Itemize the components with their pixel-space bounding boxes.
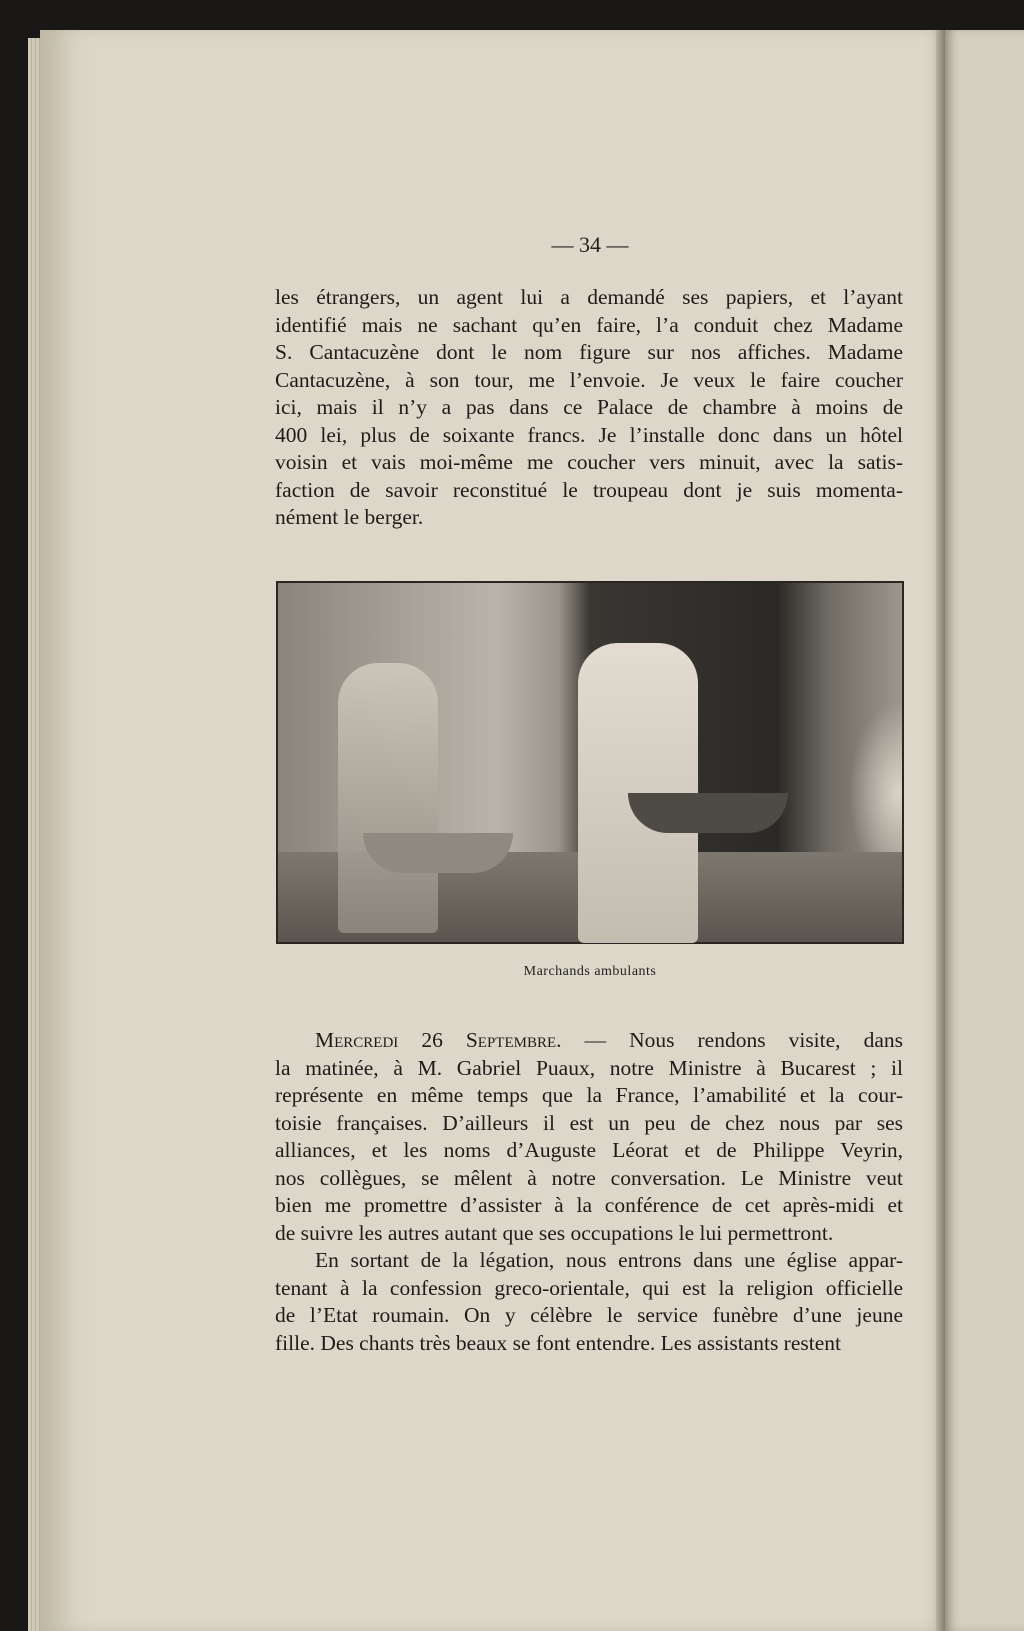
page-number: — 34 — bbox=[551, 232, 629, 257]
text-line: de l’Etat roumain. On y célèbre le service funèbre d’une jeune bbox=[275, 1303, 903, 1327]
entry-heading: Mercredi 26 Septembre. bbox=[315, 1028, 562, 1052]
facing-page bbox=[945, 30, 1024, 1631]
text-line: ici, mais il n’y a pas dans ce Palace de chambre à moins de bbox=[275, 395, 903, 419]
text-line: représente en même temps que la France, l’amabilité et la cour- bbox=[275, 1083, 903, 1107]
text-line: alliances, et les noms d’Auguste Léorat et de Philippe Veyrin, bbox=[275, 1138, 903, 1162]
text-line: S. Cantacuzène dont le nom figure sur nos affiches. Madame bbox=[275, 340, 903, 364]
text-line: nos collègues, se mêlent à notre conversation. Le Ministre veut bbox=[275, 1165, 903, 1190]
text-line: fille. Des chants très beaux se font entendre. Les assistants restent bbox=[275, 1330, 841, 1355]
text-line: la matinée, à M. Gabriel Puaux, notre Ministre à Bucarest ; il bbox=[275, 1055, 903, 1080]
photo-basket-left bbox=[363, 833, 513, 873]
text-line: En sortant de la légation, nous entrons dans une église appar- bbox=[315, 1248, 903, 1272]
text-line: voisin et vais moi-même me coucher vers minuit, avec la satis- bbox=[275, 450, 903, 474]
text-line: nément le berger. bbox=[275, 505, 424, 529]
text-line: toisie françaises. D’ailleurs il est un peu de chez nous par ses bbox=[275, 1110, 903, 1135]
text-line: faction de savoir reconstitué le troupeau dont je suis momenta- bbox=[275, 477, 903, 502]
text-line: bien me promettre d’assister à la conférence de cet après-midi et bbox=[275, 1193, 903, 1217]
text-line: 400 lei, plus de soixante francs. Je l’installe donc dans un hôtel bbox=[275, 422, 903, 447]
photo-vendor-left bbox=[338, 663, 438, 933]
text-line: les étrangers, un agent lui a demandé ses papiers, et l’ayant bbox=[275, 285, 903, 309]
text-line: de suivre les autres autant que ses occupations le lui permettront. bbox=[275, 1220, 834, 1245]
photograph-street-vendors bbox=[276, 581, 904, 944]
photo-caption: Marchands ambulants bbox=[523, 964, 657, 979]
text-line: tenant à la confession greco-orientale, qui est la religion officielle bbox=[275, 1275, 903, 1300]
text-line: Cantacuzène, à son tour, me l’envoie. Je veux le faire coucher bbox=[275, 367, 903, 392]
entry-first-line-text: — Nous rendons visite, dans bbox=[584, 1028, 903, 1052]
photo-basket-right bbox=[628, 793, 788, 833]
text-line: identifié mais ne sachant qu’en faire, l’a conduit chez Madame bbox=[275, 312, 903, 337]
entry-first-line bbox=[275, 1027, 903, 1054]
